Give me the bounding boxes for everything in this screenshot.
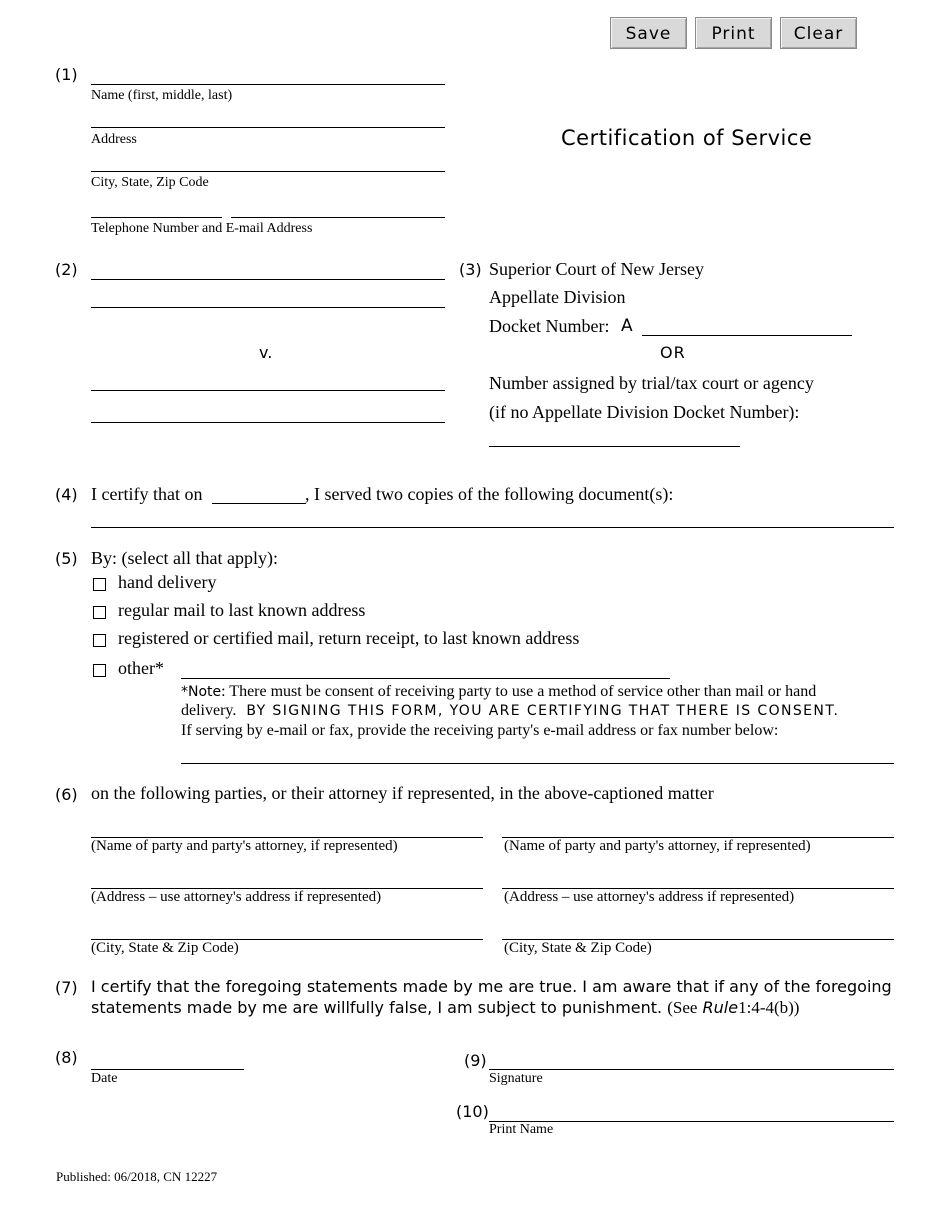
docket-prefix: A xyxy=(621,316,633,336)
section-number-8: (8) xyxy=(55,1048,78,1067)
section-number-7: (7) xyxy=(55,978,78,997)
page-title: Certification of Service xyxy=(561,126,813,150)
parties-intro: on the following parties, or their attorney if represented, in the above-captioned matter xyxy=(91,783,714,803)
party-1-city-caption: (City, State & Zip Code) xyxy=(91,940,239,956)
telephone-field[interactable] xyxy=(91,201,222,218)
name-caption: Name (first, middle, last) xyxy=(91,88,233,103)
clear-button[interactable]: Clear xyxy=(780,17,857,49)
note-line-2 xyxy=(181,702,839,720)
caption-party-2-line-1[interactable] xyxy=(91,374,445,391)
save-button[interactable]: Save xyxy=(610,17,687,49)
caption-party-1-line-1[interactable] xyxy=(91,263,445,280)
certified-mail-checkbox[interactable] xyxy=(93,634,106,647)
section-number-6: (6) xyxy=(55,785,78,804)
consent-warning: BY SIGNING THIS FORM, YOU ARE CERTIFYING THAT THERE IS CONSENT. xyxy=(246,703,840,719)
or-label: OR xyxy=(660,343,686,362)
rule-cite-rule: Rule xyxy=(702,998,739,1017)
signature-caption: Signature xyxy=(489,1071,543,1086)
other-method-label: other* xyxy=(118,658,164,678)
certification-statement-1: I certify that the foregoing statements made by me are true. I am aware that if any of the foregoing xyxy=(91,977,892,996)
date-field[interactable] xyxy=(91,1053,244,1070)
certification-statement-2-text: statements made by me are willfully false, I am subject to punishment. xyxy=(91,998,663,1017)
certify-date-suffix: , I served two copies of the following document(s): xyxy=(305,484,674,504)
published-footer: Published: 06/2018, CN 12227 xyxy=(56,1169,218,1184)
alt-number-label-1: Number assigned by trial/tax court or agency xyxy=(489,373,814,393)
other-method-checkbox[interactable] xyxy=(93,664,106,677)
certify-date-prefix: I certify that on xyxy=(91,484,203,504)
party-1-name-caption: (Name of party and party's attorney, if represented) xyxy=(91,838,398,854)
telephone-email-caption: Telephone Number and E-mail Address xyxy=(91,221,313,236)
party-1-address-field[interactable] xyxy=(91,872,483,889)
address-caption: Address xyxy=(91,132,137,147)
service-date-field[interactable] xyxy=(212,487,306,504)
city-state-zip-field[interactable] xyxy=(91,155,445,172)
note-line-1 xyxy=(181,683,816,701)
section-number-1: (1) xyxy=(55,65,78,84)
section-number-4: (4) xyxy=(55,485,78,504)
documents-served-field[interactable] xyxy=(91,511,894,528)
name-field[interactable] xyxy=(91,68,445,85)
party-2-name-caption: (Name of party and party's attorney, if represented) xyxy=(504,838,811,854)
date-caption: Date xyxy=(91,1071,118,1086)
regular-mail-checkbox[interactable] xyxy=(93,606,106,619)
regular-mail-label: regular mail to last known address xyxy=(118,600,366,620)
print-name-field[interactable] xyxy=(489,1105,894,1122)
party-1-address-caption: (Address – use attorney's address if represented) xyxy=(91,889,382,905)
rule-cite-open: (See xyxy=(667,998,698,1017)
caption-party-1-line-2[interactable] xyxy=(91,291,445,308)
section-number-10: (10) xyxy=(456,1102,489,1121)
hand-delivery-checkbox[interactable] xyxy=(93,578,106,591)
party-2-name-field[interactable] xyxy=(502,821,894,838)
versus-label: v. xyxy=(259,343,273,362)
note-label: *Note xyxy=(181,684,222,700)
note-line-3: If serving by e-mail or fax, provide the receiving party's e-mail address or fax number below: xyxy=(181,722,779,739)
rule-cite-close: 1:4-4(b)) xyxy=(738,998,800,1017)
docket-number-label: Docket Number: xyxy=(489,316,610,336)
division-name: Appellate Division xyxy=(489,287,626,307)
court-name: Superior Court of New Jersey xyxy=(489,259,704,279)
party-2-address-field[interactable] xyxy=(502,872,894,889)
party-2-address-caption: (Address – use attorney's address if represented) xyxy=(504,889,795,905)
section-number-2: (2) xyxy=(55,260,78,279)
section-number-3: (3) xyxy=(459,260,482,279)
party-2-city-field[interactable] xyxy=(502,923,894,940)
city-state-zip-caption: City, State, Zip Code xyxy=(91,175,209,190)
section-number-5: (5) xyxy=(55,549,78,568)
print-name-caption: Print Name xyxy=(489,1122,554,1137)
service-method-intro: By: (select all that apply): xyxy=(91,548,278,568)
note-text-1: : There must be consent of receiving party to use a method of service other than mail or hand xyxy=(221,683,817,700)
other-method-field[interactable] xyxy=(181,662,670,679)
section-number-9: (9) xyxy=(464,1051,487,1070)
trial-court-number-field[interactable] xyxy=(489,430,740,447)
certification-statement-2 xyxy=(91,998,799,1018)
note-text-2a: delivery. xyxy=(181,702,237,719)
signature-field[interactable] xyxy=(489,1053,894,1070)
email-fax-field[interactable] xyxy=(181,747,894,764)
docket-number-field[interactable] xyxy=(642,319,852,336)
party-2-city-caption: (City, State & Zip Code) xyxy=(504,940,652,956)
print-button[interactable]: Print xyxy=(695,17,772,49)
hand-delivery-label: hand delivery xyxy=(118,572,217,592)
certified-mail-label: registered or certified mail, return receipt, to last known address xyxy=(118,628,580,648)
email-field[interactable] xyxy=(231,201,445,218)
party-1-city-field[interactable] xyxy=(91,923,483,940)
caption-party-2-line-2[interactable] xyxy=(91,406,445,423)
address-field[interactable] xyxy=(91,111,445,128)
party-1-name-field[interactable] xyxy=(91,821,483,838)
alt-number-label-2: (if no Appellate Division Docket Number): xyxy=(489,402,800,422)
